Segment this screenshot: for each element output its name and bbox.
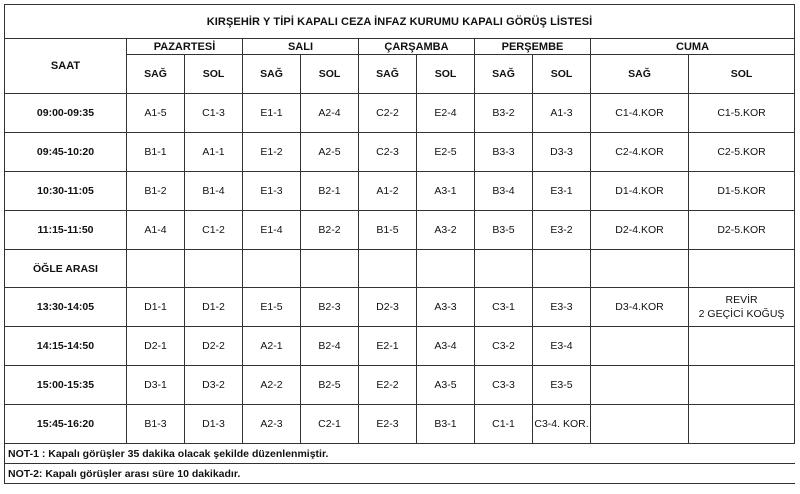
side-header-sag: SAĞ [243, 55, 301, 94]
table-cell: C2-5.KOR [689, 133, 795, 172]
saat-header: SAAT [5, 39, 127, 94]
table-cell: C2-4.KOR [591, 133, 689, 172]
table-cell: B3-2 [475, 94, 533, 133]
empty-cell [417, 250, 475, 288]
table-cell: D2-2 [185, 327, 243, 366]
table-cell: A3-1 [417, 172, 475, 211]
table-cell: D2-5.KOR [689, 211, 795, 250]
table-cell: B1-4 [185, 172, 243, 211]
table-cell: D1-3 [185, 405, 243, 444]
table-cell: C1-1 [475, 405, 533, 444]
table-cell: C1-3 [185, 94, 243, 133]
table-cell: C3-3 [475, 366, 533, 405]
break-row [5, 250, 795, 288]
table-cell: D3-3 [533, 133, 591, 172]
table-cell: A2-4 [301, 94, 359, 133]
empty-cell [591, 250, 689, 288]
table-cell [689, 366, 795, 405]
table-cell: E1-4 [243, 211, 301, 250]
table-cell: D2-1 [127, 327, 185, 366]
table-cell: B3-3 [475, 133, 533, 172]
empty-cell [359, 250, 417, 288]
empty-cell [689, 250, 795, 288]
table-cell: B2-2 [301, 211, 359, 250]
break-label: ÖĞLE ARASI [5, 250, 127, 288]
table-cell: A1-2 [359, 172, 417, 211]
note-2: NOT-2: Kapalı görüşler arası süre 10 dakikadır. [5, 464, 795, 484]
table-row [5, 211, 795, 250]
empty-cell [185, 250, 243, 288]
table-cell: C1-4.KOR [591, 94, 689, 133]
table-cell: E3-3 [533, 288, 591, 327]
table-cell: E3-4 [533, 327, 591, 366]
table-cell: B1-2 [127, 172, 185, 211]
table-row [5, 94, 795, 133]
table-cell: A2-5 [301, 133, 359, 172]
table-cell: C2-1 [301, 405, 359, 444]
table-cell: C2-3 [359, 133, 417, 172]
day-header-cuma: CUMA [591, 39, 795, 55]
table-cell: B1-5 [359, 211, 417, 250]
table-row [5, 133, 795, 172]
table-cell: D3-2 [185, 366, 243, 405]
table-cell: B3-1 [417, 405, 475, 444]
revir-line: REVİR [725, 294, 758, 306]
table-cell [689, 327, 795, 366]
table-cell: D1-1 [127, 288, 185, 327]
side-header-sag: SAĞ [127, 55, 185, 94]
table-cell: E1-5 [243, 288, 301, 327]
table-cell: E1-2 [243, 133, 301, 172]
table-cell: E3-5 [533, 366, 591, 405]
side-header-sag: SAĞ [475, 55, 533, 94]
table-cell: A1-3 [533, 94, 591, 133]
table-cell: E2-4 [417, 94, 475, 133]
table-row [5, 366, 795, 405]
day-header-sali: SALI [243, 39, 359, 55]
table-cell: B2-3 [301, 288, 359, 327]
side-header-sol: SOL [417, 55, 475, 94]
table-cell: B3-4 [475, 172, 533, 211]
note-1: NOT-1 : Kapalı görüşler 35 dakika olacak şekilde düzenlenmiştir. [5, 444, 795, 464]
table-cell: D2-3 [359, 288, 417, 327]
table-cell: D1-5.KOR [689, 172, 795, 211]
empty-cell [533, 250, 591, 288]
time-slot: 14:15-14:50 [5, 327, 127, 366]
table-cell [591, 366, 689, 405]
side-header-sol: SOL [301, 55, 359, 94]
table-cell: A2-3 [243, 405, 301, 444]
table-row [5, 172, 795, 211]
table-row [5, 327, 795, 366]
table-cell: D3-1 [127, 366, 185, 405]
table-cell [591, 405, 689, 444]
side-header-sol: SOL [185, 55, 243, 94]
side-header-sol: SOL [533, 55, 591, 94]
table-cell: C3-1 [475, 288, 533, 327]
table-cell: E1-3 [243, 172, 301, 211]
empty-cell [127, 250, 185, 288]
table-cell: A2-2 [243, 366, 301, 405]
table-cell: E1-1 [243, 94, 301, 133]
time-slot: 11:15-11:50 [5, 211, 127, 250]
table-cell: B3-5 [475, 211, 533, 250]
table-cell: B1-3 [127, 405, 185, 444]
time-slot: 09:45-10:20 [5, 133, 127, 172]
table-cell: B2-1 [301, 172, 359, 211]
revir-cell [689, 288, 795, 327]
time-slot: 13:30-14:05 [5, 288, 127, 327]
table-cell: C1-5.KOR [689, 94, 795, 133]
empty-cell [301, 250, 359, 288]
table-row [5, 288, 795, 327]
empty-cell [243, 250, 301, 288]
table-row [5, 405, 795, 444]
visit-schedule-table [4, 4, 795, 484]
table-cell: C3-2 [475, 327, 533, 366]
table-cell: A3-4 [417, 327, 475, 366]
empty-cell [475, 250, 533, 288]
table-cell: D1-4.KOR [591, 172, 689, 211]
side-header-sol: SOL [689, 55, 795, 94]
table-cell: A3-2 [417, 211, 475, 250]
time-slot: 15:00-15:35 [5, 366, 127, 405]
table-cell: B1-1 [127, 133, 185, 172]
table-cell: C3-4. KOR. [533, 405, 591, 444]
table-cell [689, 405, 795, 444]
table-cell [591, 327, 689, 366]
table-cell: C1-2 [185, 211, 243, 250]
time-slot: 15:45-16:20 [5, 405, 127, 444]
time-slot: 09:00-09:35 [5, 94, 127, 133]
table-cell: B2-5 [301, 366, 359, 405]
table-cell: A2-1 [243, 327, 301, 366]
table-cell: D1-2 [185, 288, 243, 327]
table-cell: E2-5 [417, 133, 475, 172]
table-cell: B2-4 [301, 327, 359, 366]
temporary-ward-line: 2 GEÇİCİ KOĞUŞ [698, 308, 785, 320]
day-header-persembe: PERŞEMBE [475, 39, 591, 55]
table-cell: E2-1 [359, 327, 417, 366]
side-header-sag: SAĞ [359, 55, 417, 94]
table-cell: E3-2 [533, 211, 591, 250]
day-header-pazartesi: PAZARTESİ [127, 39, 243, 55]
day-header-carsamba: ÇARŞAMBA [359, 39, 475, 55]
side-header-sag: SAĞ [591, 55, 689, 94]
table-cell: A3-5 [417, 366, 475, 405]
table-cell: A1-1 [185, 133, 243, 172]
table-cell: D3-4.KOR [591, 288, 689, 327]
table-cell: D2-4.KOR [591, 211, 689, 250]
table-cell: A3-3 [417, 288, 475, 327]
table-cell: A1-5 [127, 94, 185, 133]
table-cell: E2-2 [359, 366, 417, 405]
table-cell: E2-3 [359, 405, 417, 444]
table-cell: E3-1 [533, 172, 591, 211]
table-cell: A1-4 [127, 211, 185, 250]
time-slot: 10:30-11:05 [5, 172, 127, 211]
table-cell: C2-2 [359, 94, 417, 133]
table-title: KIRŞEHİR Y TİPİ KAPALI CEZA İNFAZ KURUMU KAPALI GÖRÜŞ LİSTESİ [5, 5, 795, 39]
visit-schedule-sheet [4, 4, 794, 484]
